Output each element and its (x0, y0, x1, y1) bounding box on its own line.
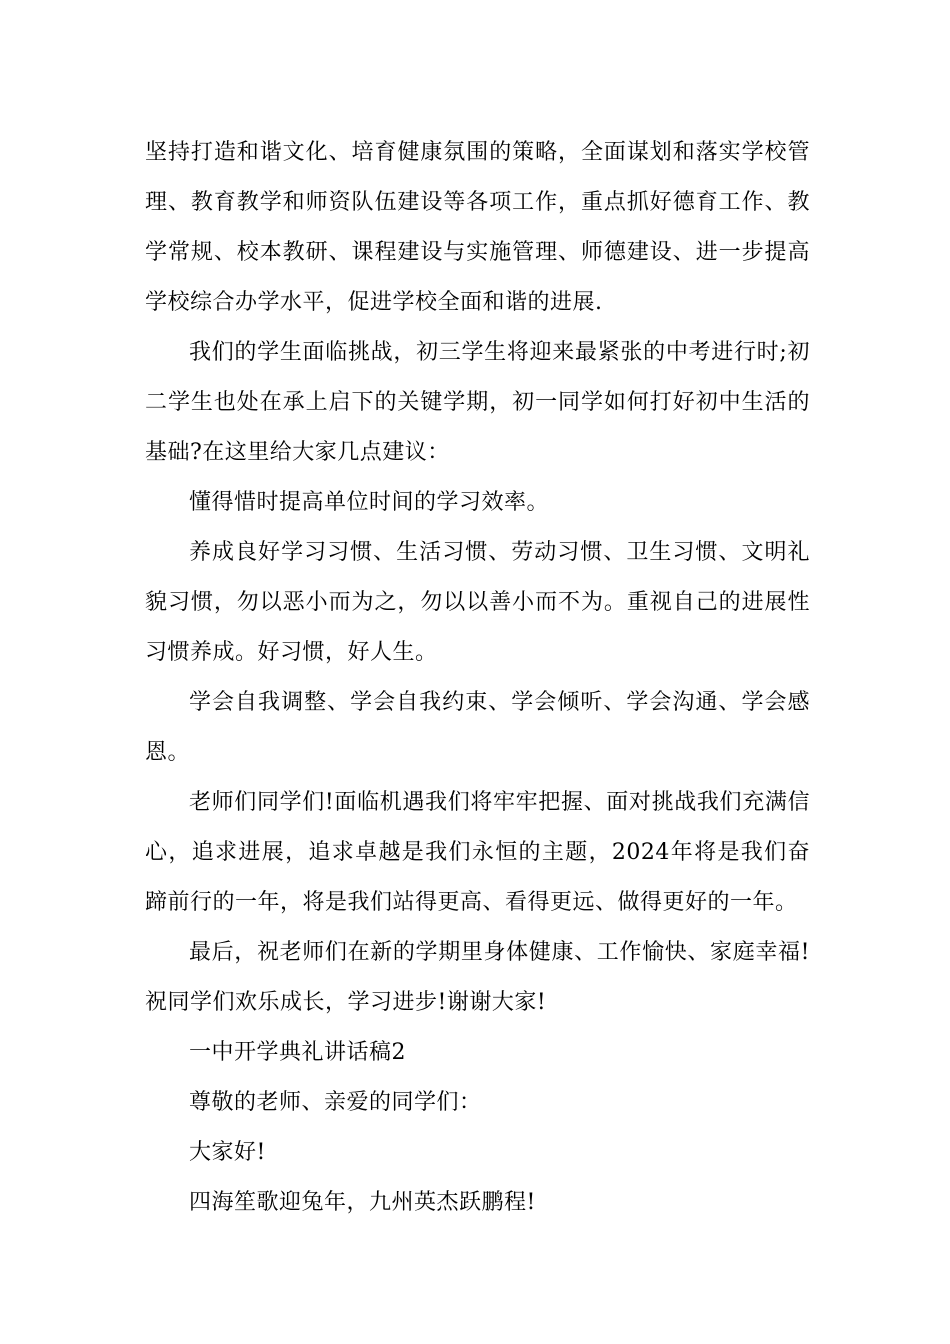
paragraph-1: 坚持打造和谐文化、培育健康氛围的策略，全面谋划和落实学校管理、教育教学和师资队伍建设等各项工作，重点抓好德育工作、教学常规、校本教研、课程建设与实施管理、师德建设、进一步提高学校综合办学水平，促进学校全面和谐的进展. (145, 140, 810, 315)
paragraph-3: 懂得惜时提高单位时间的学习效率。 (189, 490, 550, 515)
salutation: 尊敬的老师、亲爱的同学们： (189, 1090, 482, 1115)
paragraph-6: 老师们同学们!面临机遇我们将牢牢把握、面对挑战我们充满信心，追求进展，追求卓越是我们永恒的主题，2024年将是我们奋蹄前行的一年，将是我们站得更高、看得更远、做得更好的一年。 (145, 790, 810, 915)
paragraph-5: 学会自我调整、学会自我约束、学会倾听、学会沟通、学会感恩。 (145, 690, 810, 765)
document-body (145, 128, 810, 1228)
opening-line: 四海笙歌迎兔年，九州英杰跃鹏程! (189, 1190, 536, 1215)
section-heading: 一中开学典礼讲话稿2 (189, 1040, 406, 1065)
paragraph-4: 养成良好学习习惯、生活习惯、劳动习惯、卫生习惯、文明礼貌习惯，勿以恶小而为之，勿以以善小而不为。重视自己的进展性习惯养成。好习惯，好人生。 (145, 540, 810, 665)
greeting: 大家好! (189, 1140, 266, 1165)
paragraph-7: 最后，祝老师们在新的学期里身体健康、工作愉快、家庭幸福!祝同学们欢乐成长，学习进步!谢谢大家! (145, 940, 810, 1015)
paragraph-2: 我们的学生面临挑战，初三学生将迎来最紧张的中考进行时;初二学生也处在承上启下的关键学期，初一同学如何打好初中生活的基础?在这里给大家几点建议： (145, 340, 810, 465)
